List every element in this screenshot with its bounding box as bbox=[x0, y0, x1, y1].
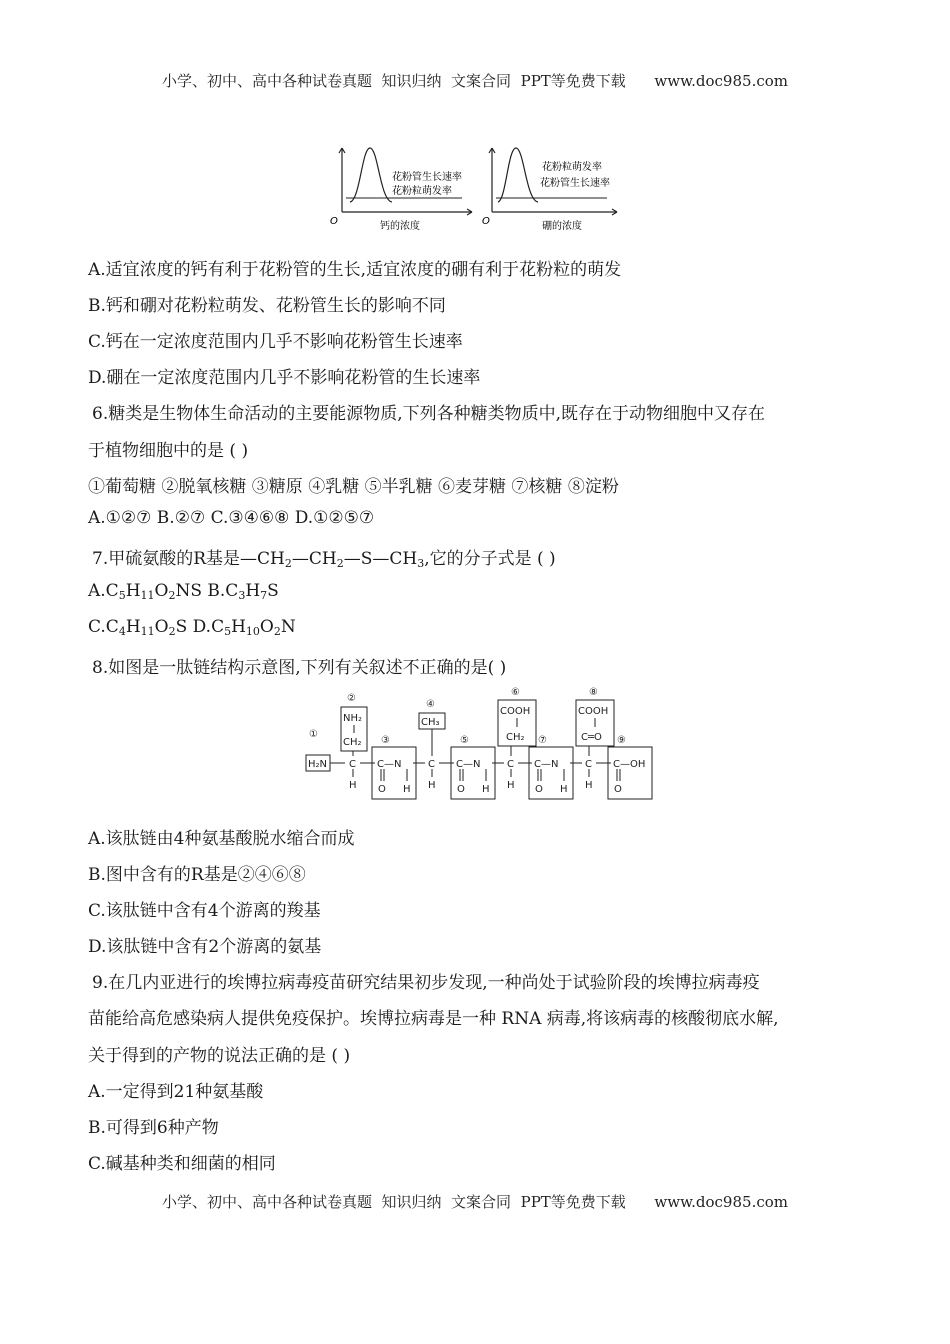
amino-terminal: H₂N bbox=[308, 759, 328, 770]
q8-option-b: B.图中含有的R基是②④⑥⑧ bbox=[88, 865, 306, 885]
q5-option-a: A.适宜浓度的钙有利于花粉管的生长,适宜浓度的硼有利于花粉粒的萌发 bbox=[88, 260, 622, 280]
x-axis-label: 钙的浓度 bbox=[380, 221, 420, 232]
q5-option-d: D.硼在一定浓度范围内几乎不影响花粉管的生长速率 bbox=[88, 368, 481, 388]
peptide-bond-7: C—N bbox=[534, 759, 559, 770]
q5-option-c: C.钙在一定浓度范围内几乎不影响花粉管生长速率 bbox=[88, 332, 463, 352]
curve-label-2: 花粉管生长速率 bbox=[540, 178, 610, 189]
label-2: ② bbox=[347, 693, 356, 704]
label-1: ① bbox=[309, 729, 318, 740]
origin-label: O bbox=[482, 216, 490, 227]
amide-h-5: H bbox=[482, 784, 490, 795]
q7-options-ab: $A.C_5H_{11}O_2NS$ $B.C_3H_7S$ bbox=[88, 581, 279, 602]
carbonyl-o-3: O bbox=[378, 784, 386, 795]
r-group-4-ch3: CH₃ bbox=[421, 717, 440, 728]
alpha-c-1: C bbox=[349, 759, 356, 770]
q6-stem-line2: 于植物细胞中的是 ( ) bbox=[88, 441, 249, 461]
label-8: ⑧ bbox=[589, 687, 598, 698]
q8-option-d: D.该肽链中含有2个游离的氨基 bbox=[88, 937, 322, 957]
q5-option-b: B.钙和硼对花粉粒萌发、花粉管生长的影响不同 bbox=[88, 296, 446, 316]
amide-h-7: H bbox=[560, 784, 568, 795]
q9-option-a: A.一定得到21种氨基酸 bbox=[88, 1082, 264, 1102]
q7-options-cd: $C.C_4H_{11}O_2S$ $D.C_5H_{10}O_2N$ bbox=[88, 617, 296, 638]
r-group-6-ch2: CH₂ bbox=[506, 732, 525, 743]
r-group-2-nh2: NH₂ bbox=[343, 713, 363, 724]
q8-option-c: C.该肽链中含有4个游离的羧基 bbox=[88, 901, 321, 921]
peptide-bond-3: C—N bbox=[377, 759, 402, 770]
origin-label: O bbox=[330, 216, 338, 227]
label-4: ④ bbox=[426, 699, 435, 710]
q9-option-b: B.可得到6种产物 bbox=[88, 1118, 219, 1138]
alpha-c-4: C bbox=[585, 759, 592, 770]
label-9: ⑨ bbox=[617, 735, 626, 746]
amide-h-3: H bbox=[403, 784, 411, 795]
peptide-chain-figure bbox=[303, 685, 653, 800]
r-group-2-ch2: CH₂ bbox=[343, 737, 362, 748]
carbonyl-o-7: O bbox=[535, 784, 543, 795]
alpha-h-3: H bbox=[507, 780, 515, 791]
label-6: ⑥ bbox=[511, 687, 520, 698]
curve-label-1: 花粉管生长速率 bbox=[392, 172, 462, 183]
x-axis-label: 硼的浓度 bbox=[542, 221, 582, 232]
q9-stem-line1: 9.在几内亚进行的埃博拉病毒疫苗研究结果初步发现,一种尚处于试验阶段的埃博拉病毒疫 bbox=[92, 973, 760, 993]
r-group-8-cooh: COOH bbox=[578, 706, 609, 717]
alpha-c-3: C bbox=[507, 759, 514, 770]
q8-option-a: A.该肽链由4种氨基酸脱水缩合而成 bbox=[88, 829, 355, 849]
r-group-6-cooh: COOH bbox=[500, 706, 531, 717]
q9-option-c: C.碱基种类和细菌的相同 bbox=[88, 1154, 276, 1174]
q7-stem: 7.甲硫氨酸的R基是$—CH_2—CH_2—S—CH_3$,它的分子式是 ( ) bbox=[92, 549, 556, 570]
q9-stem-line3: 关于得到的产物的说法正确的是 ( ) bbox=[88, 1046, 351, 1066]
page-header: 小学、初中、高中各种试卷真题 知识归纳 文案合同 PPT等免费下载 www.doc985.com bbox=[161, 72, 788, 90]
label-5: ⑤ bbox=[460, 735, 469, 746]
alpha-c-2: C bbox=[428, 759, 435, 770]
r-group-8-c-eq-o: C═O bbox=[581, 732, 602, 743]
carbonyl-o-9: O bbox=[614, 784, 622, 795]
page-footer: 小学、初中、高中各种试卷真题 知识归纳 文案合同 PPT等免费下载 www.doc985.com bbox=[161, 1193, 788, 1211]
concentration-curve-figure bbox=[322, 140, 622, 235]
carboxyl-terminal: C—OH bbox=[613, 759, 646, 770]
q9-stem-line2: 苗能给高危感染病人提供免疫保护。埃博拉病毒是一种 RNA 病毒,将该病毒的核酸彻底水解, bbox=[88, 1009, 779, 1029]
q6-options: A.①②⑦ B.②⑦ C.③④⑥⑧ D.①②⑤⑦ bbox=[88, 508, 375, 528]
q6-items: ①葡萄糖 ②脱氧核糖 ③糖原 ④乳糖 ⑤半乳糖 ⑥麦芽糖 ⑦核糖 ⑧淀粉 bbox=[88, 477, 619, 497]
alpha-h-2: H bbox=[428, 780, 436, 791]
q6-stem-line1: 6.糖类是生物体生命活动的主要能源物质,下列各种糖类物质中,既存在于动物细胞中又存在 bbox=[92, 404, 766, 424]
peptide-bond-5: C—N bbox=[456, 759, 481, 770]
curve-label-2: 花粉粒萌发率 bbox=[392, 186, 452, 197]
alpha-h-1: H bbox=[349, 780, 357, 791]
germination-curve bbox=[498, 148, 538, 202]
curve-label-1: 花粉粒萌发率 bbox=[542, 162, 602, 173]
alpha-h-4: H bbox=[585, 780, 593, 791]
carbonyl-o-5: O bbox=[457, 784, 465, 795]
q8-stem: 8.如图是一肽链结构示意图,下列有关叙述不正确的是( ) bbox=[92, 658, 507, 678]
label-3: ③ bbox=[381, 735, 390, 746]
tube-growth-curve bbox=[350, 148, 392, 202]
label-7: ⑦ bbox=[538, 735, 547, 746]
